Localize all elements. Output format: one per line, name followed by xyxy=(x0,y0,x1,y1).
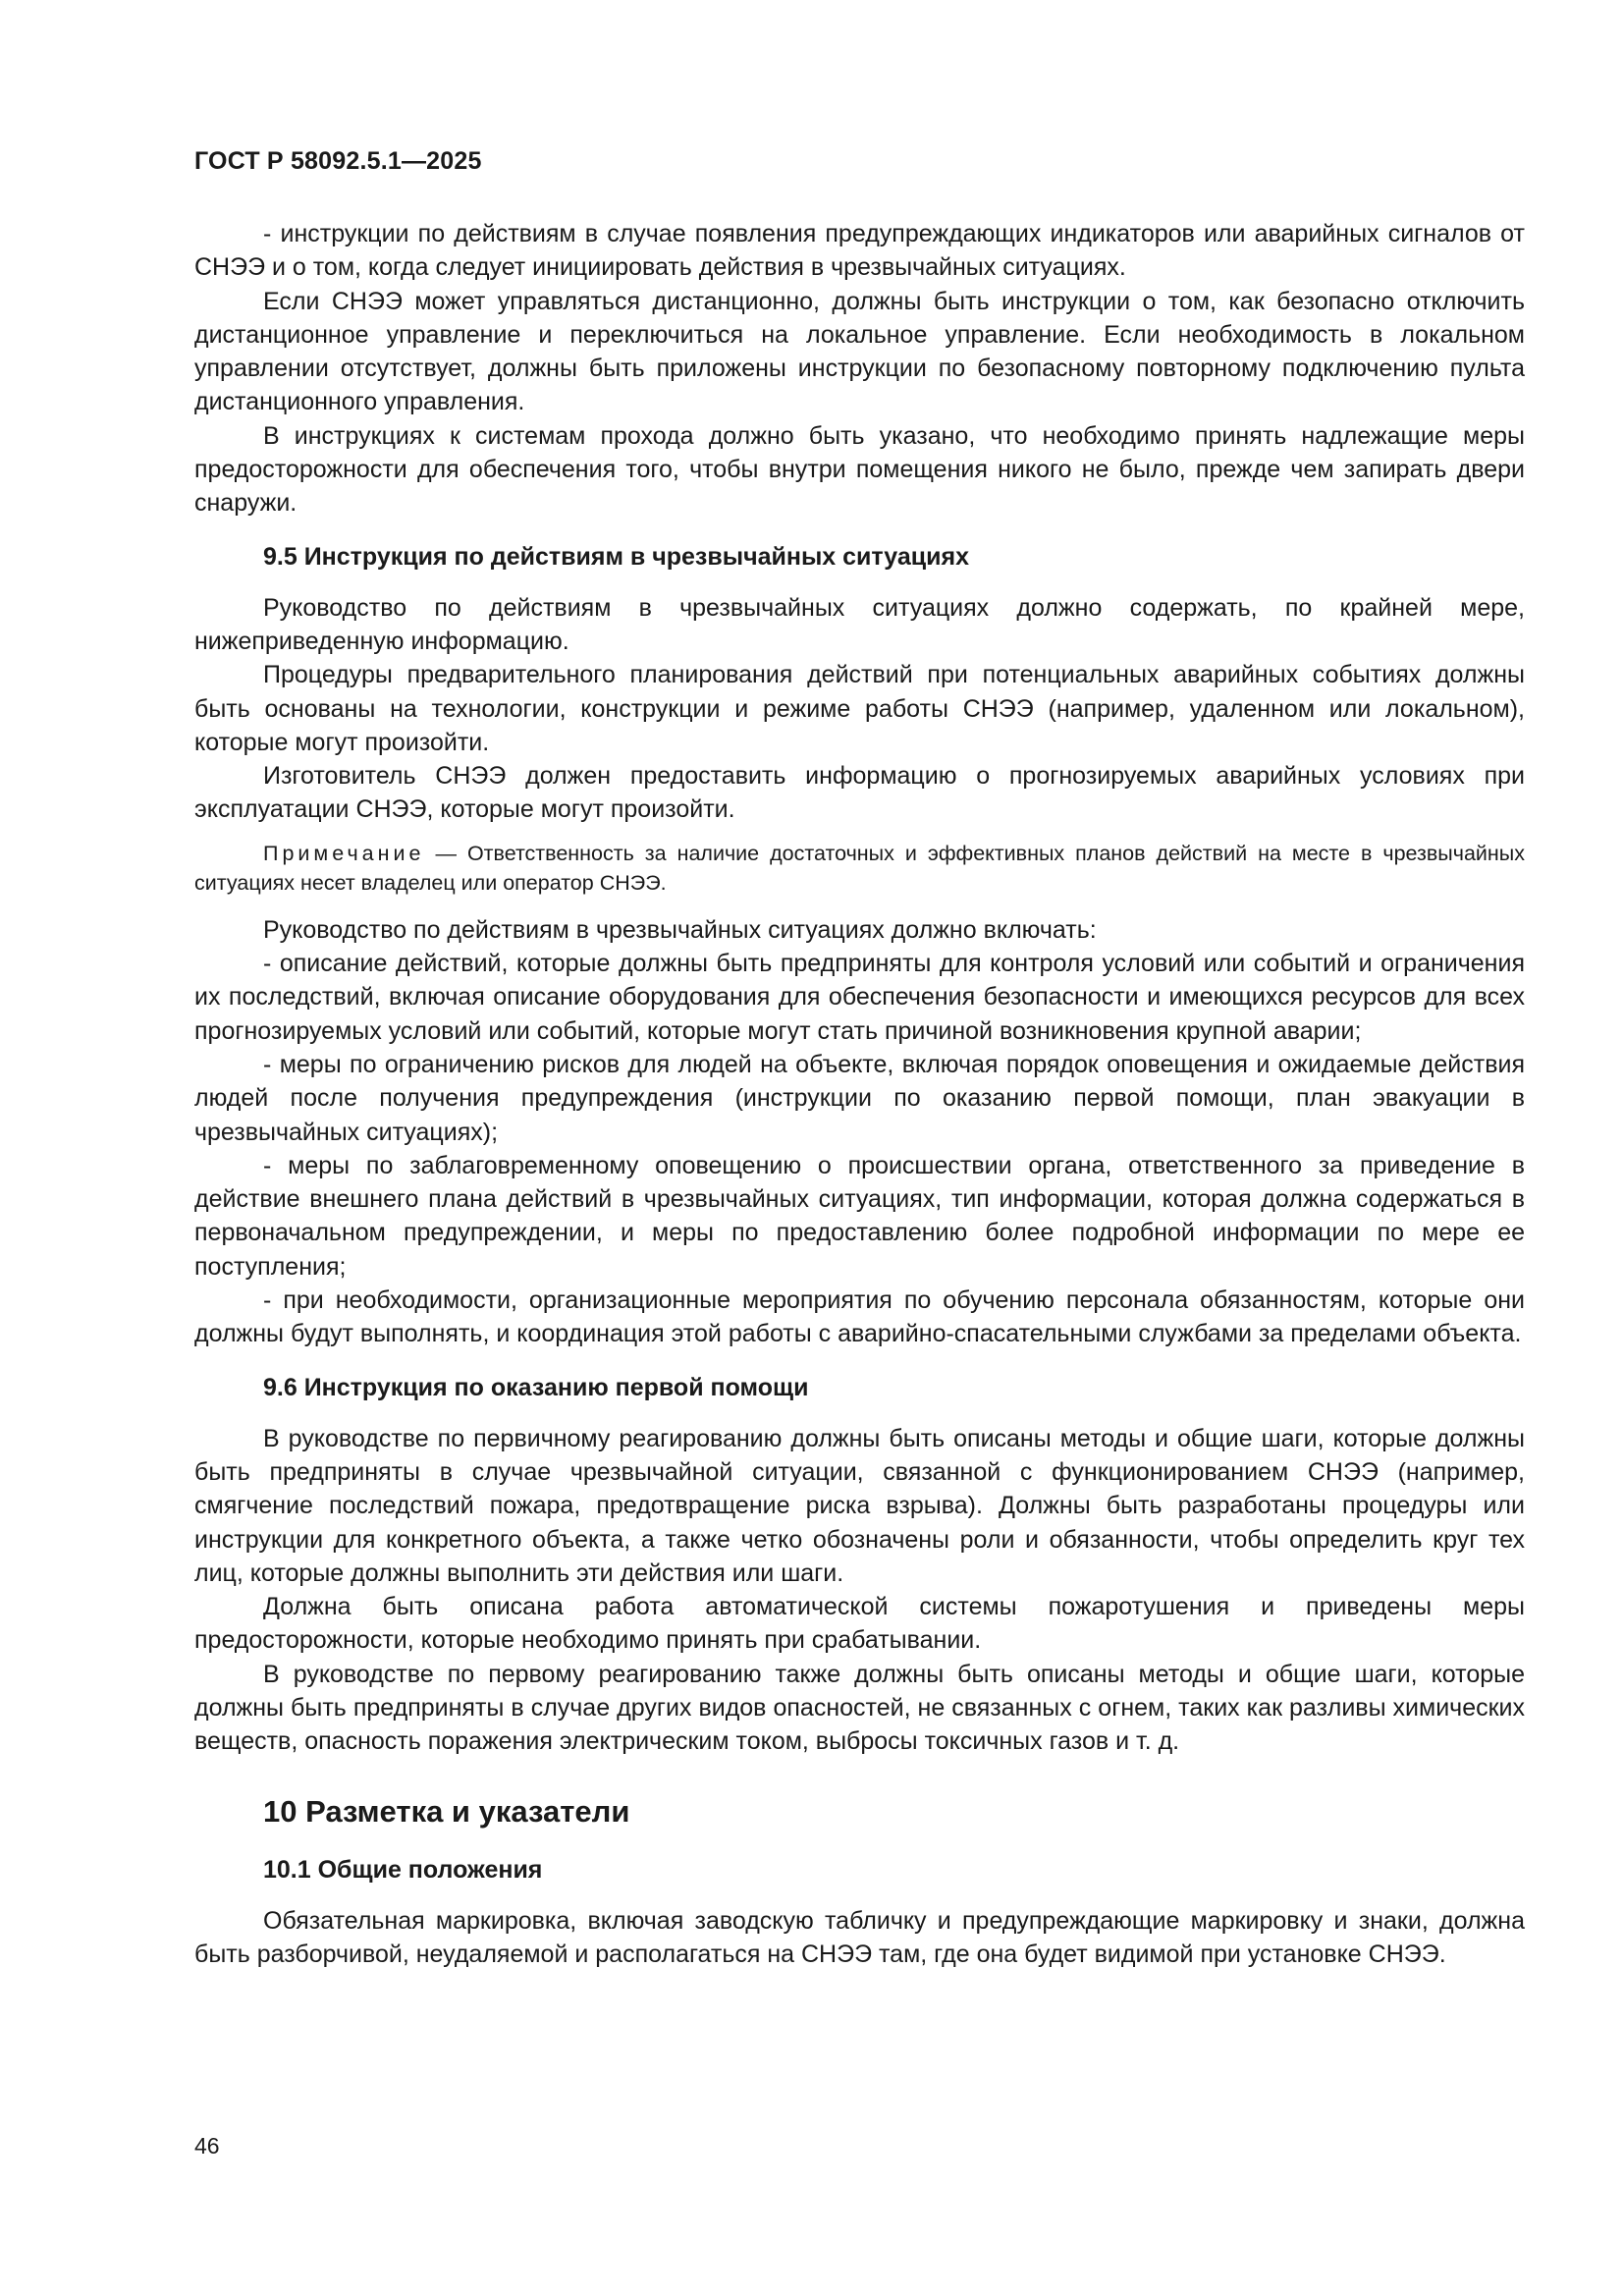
paragraph: Руководство по действиям в чрезвычайных ситуациях должно содержать, по крайней мере, нижеприведенную информацию. xyxy=(194,593,1525,655)
paragraph: Процедуры предварительного планирования действий при потенциальных аварийных событиях должны быть основаны на технологии, конструкции и режиме работы СНЭЭ (например, удаленном или локальном), которые могут произойти. xyxy=(194,661,1525,756)
paragraph: В инструкциях к системам прохода должно быть указано, что необходимо принять надлежащие меры предосторожности для обеспечения того, чтобы внутри помещения никого не было, прежде чем запирать двери снаружи. xyxy=(194,421,1525,518)
paragraph: Если СНЭЭ может управляться дистанционно, должны быть инструкции о том, как безопасно отключить дистанционное управление и переключиться на локальное управление. Если необходимость в локальном управлении отсутствует, должны быть приложены инструкции по безопасному повторному подключению пульта дистанционного управления. xyxy=(194,287,1525,416)
list-item: - меры по ограничению рисков для людей на объекте, включая порядок оповещения и ожидаемые действия людей после получения предупреждения (инструкции по оказанию первой помощи, план эвакуации в чрезвычайных ситуациях); xyxy=(194,1050,1525,1146)
paragraph: Должна быть описана работа автоматической системы пожаротушения и приведены меры предосторожности, которые необходимо принять при срабатывании. xyxy=(194,1593,1525,1655)
paragraph: В руководстве по первичному реагированию должны быть описаны методы и общие шаги, которые должны быть предприняты в случае чрезвычайной ситуации, связанной с функционированием СНЭЭ (например, смягчение последствий пожара, предотвращение риска взрыва). Должны быть разработаны процедуры или инструкции для конкретного объекта, а также четко обозначены роли и обязанности, чтобы определить круг тех лиц, которые должны выполнить эти действия или шаги. xyxy=(194,1424,1525,1587)
list-item: - при необходимости, организационные мероприятия по обучению персонала обязанностям, которые они должны будут выполнять, и координация этой работы с аварийно-спасательными службами за пределами объекта. xyxy=(194,1286,1525,1348)
paragraph: - инструкции по действиям в случае появления предупреждающих индикаторов или аварийных сигналов от СНЭЭ и о том, когда следует инициировать действия в чрезвычайных ситуациях. xyxy=(194,220,1525,282)
document-page xyxy=(194,147,1525,1971)
paragraph: Изготовитель СНЭЭ должен предоставить информацию о прогнозируемых аварийных условиях при эксплуатации СНЭЭ, которые могут произойти. xyxy=(194,762,1525,824)
note-text: — Ответственность за наличие достаточных и эффективных планов действий на месте в чрезвычайных ситуациях несет владелец или оператор СНЭЭ. xyxy=(194,841,1525,895)
paragraph: Обязательная маркировка, включая заводскую табличку и предупреждающие маркировку и знаки, должна быть разборчивой, неудаляемой и располагаться на СНЭЭ там, где она будет видимой при установке СНЭЭ. xyxy=(194,1906,1525,1968)
list-item: - меры по заблаговременному оповещению о происшествии органа, ответственного за приведение в действие внешнего плана действий в чрезвычайных ситуациях, тип информации, которая должна содержаться в первоначальном предупреждении, и меры по предоставлению более подробной информации по мере ее поступления; xyxy=(194,1151,1525,1281)
section-heading-9-5: 9.5 Инструкция по действиям в чрезвычайных ситуациях xyxy=(263,542,969,571)
section-heading-10: 10 Разметка и указатели xyxy=(263,1793,630,1829)
list-item: - описание действий, которые должны быть предприняты для контроля условий или событий и ограничения их последствий, включая описание оборудования для обеспечения безопасности и имеющихся ресурсов для всех прогнозируемых условий или событий, которые могут стать причиной возникновения крупной аварии; xyxy=(194,950,1525,1045)
paragraph: Руководство по действиям в чрезвычайных ситуациях должно включать: xyxy=(263,915,1097,944)
standard-header: ГОСТ Р 58092.5.1—2025 xyxy=(194,147,482,175)
section-heading-9-6: 9.6 Инструкция по оказанию первой помощи xyxy=(263,1373,809,1401)
section-heading-10-1: 10.1 Общие положения xyxy=(263,1855,543,1884)
page-number: 46 xyxy=(194,2133,220,2159)
intro-block xyxy=(194,217,1525,520)
paragraph: В руководстве по первому реагированию также должны быть описаны методы и общие шаги, которые должны быть предприняты в случае других видов опасностей, не связанных с огнем, таких как разливы химических веществ, опасность поражения электрическим током, выбросы токсичных газов и т. д. xyxy=(194,1660,1525,1756)
note-label: Примечание xyxy=(263,841,425,865)
note xyxy=(194,839,1525,898)
